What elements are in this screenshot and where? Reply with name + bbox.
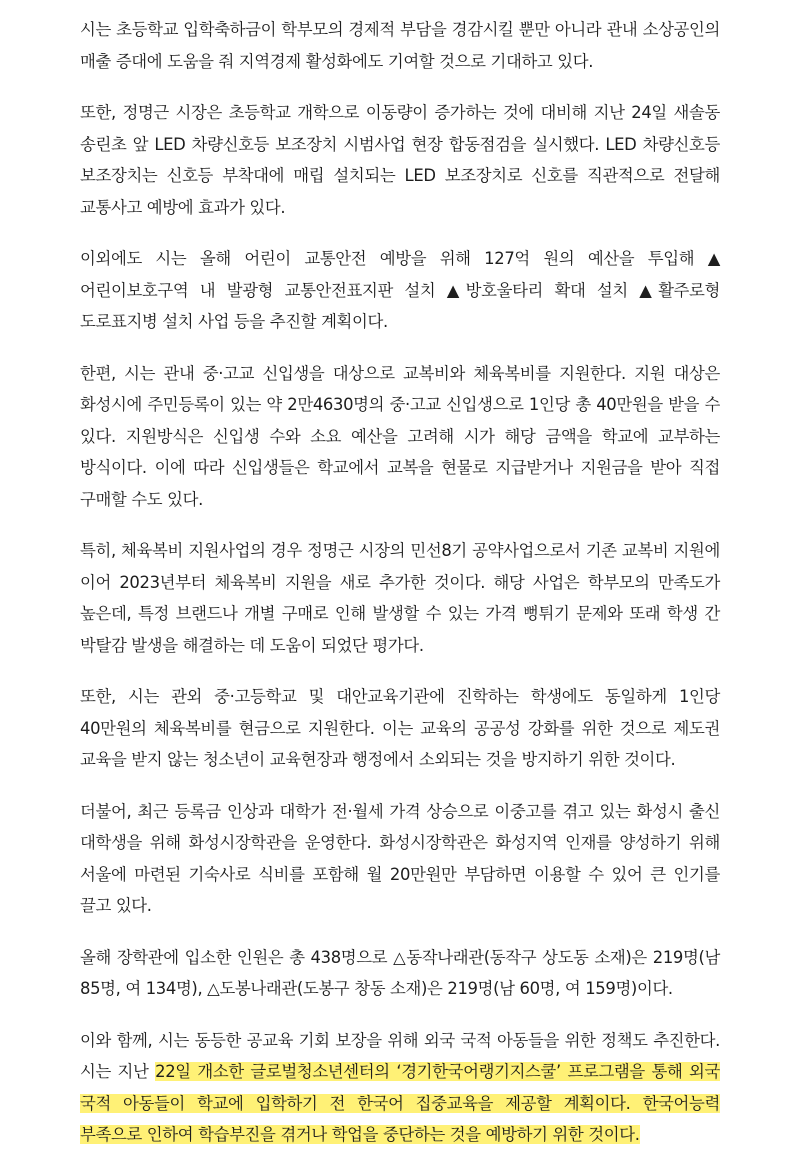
paragraph-9	[80, 1025, 720, 1151]
article-body	[80, 14, 720, 1171]
paragraph-2: 또한, 정명근 시장은 초등학교 개학으로 이동량이 증가하는 것에 대비해 지난 24일 새솔동 송린초 앞 LED 차량신호등 보조장치 시범사업 현장 합동점검을 실시했다. LED 차량신호등 보조장치는 신호등 부착대에 매립 설치되는 LED 보조장치로 신호를 직관적으로 전달해 교통사고 예방에 효과가 있다.	[80, 103, 720, 217]
paragraph-6: 또한, 시는 관외 중·고등학교 및 대안교육기관에 진학하는 학생에도 동일하게 1인당 40만원의 체육복비를 현금으로 지원한다. 이는 교육의 공공성 강화를 위한 것으로 제도권 교육을 받지 않는 청소년이 교육현장과 행정에서 소외되는 것을 방지하기 위한 것이다.	[80, 687, 720, 769]
paragraph-3: 이외에도 시는 올해 어린이 교통안전 예방을 위해 127억 원의 예산을 투입해 ▲어린이보호구역 내 발광형 교통안전표지판 설치 ▲방호울타리 확대 설치 ▲활주로형 도로표지병 설치 사업 등을 추진할 계획이다.	[80, 249, 720, 331]
paragraph-7: 더불어, 최근 등록금 인상과 대학가 전·월세 가격 상승으로 이중고를 겪고 있는 화성시 출신 대학생을 위해 화성시장학관을 운영한다. 화성시장학관은 화성지역 인재를 양성하기 위해 서울에 마련된 기숙사로 식비를 포함해 월 20만원만 부담하면 이용할 수 있어 큰 인기를 끌고 있다.	[80, 801, 720, 915]
paragraph-5: 특히, 체육복비 지원사업의 경우 정명근 시장의 민선8기 공약사업으로서 기존 교복비 지원에 이어 2023년부터 체육복비 지원을 새로 추가한 것이다. 해당 사업은 학부모의 만족도가 높은데, 특정 브랜드나 개별 구매로 인해 발생할 수 있는 가격 뻥튀기 문제와 또래 학생 간 박탈감 발생을 해결하는 데 도움이 되었단 평가다.	[80, 541, 720, 655]
paragraph-9-plain-text: 이와 함께, 시는 동등한 공교육 기회 보장을 위해 외국 국적 아동들을 위한 정책도 추진한다. 시는 지난	[80, 1030, 720, 1081]
paragraph-1: 시는 초등학교 입학축하금이 학부모의 경제적 부담을 경감시킬 뿐만 아니라 관내 소상공인의 매출 증대에 도움을 줘 지역경제 활성화에도 기여할 것으로 기대하고 있다.	[80, 20, 720, 71]
paragraph-4: 한편, 시는 관내 중·고교 신입생을 대상으로 교복비와 체육복비를 지원한다. 지원 대상은 화성시에 주민등록이 있는 약 2만4630명의 중·고교 신입생으로 1인당 총 40만원을 받을 수 있다. 지원방식은 신입생 수와 소요 예산을 고려해 시가 해당 금액을 학교에 교부하는 방식이다. 이에 따라 신입생들은 학교에서 교복을 현물로 지급받거나 지원금을 받아 직접 구매할 수도 있다.	[80, 363, 720, 509]
highlighted-text: 22일 개소한 글로벌청소년센터의 ‘경기한국어랭기지스쿨’ 프로그램을 통해 외국 국적 아동들이 학교에 입학하기 전 한국어 집중교육을 제공할 계획이다. 한국어능력 부족으로 인하여 학습부진을 겪거나 학업을 중단하는 것을 예방하기 위한 것이다.	[80, 1062, 720, 1144]
paragraph-8: 올해 장학관에 입소한 인원은 총 438명으로 △동작나래관(동작구 상도동 소재)은 219명(남 85명, 여 134명), △도봉나래관(도봉구 창동 소재)은 219명(남 60명, 여 159명)이다.	[80, 947, 720, 998]
